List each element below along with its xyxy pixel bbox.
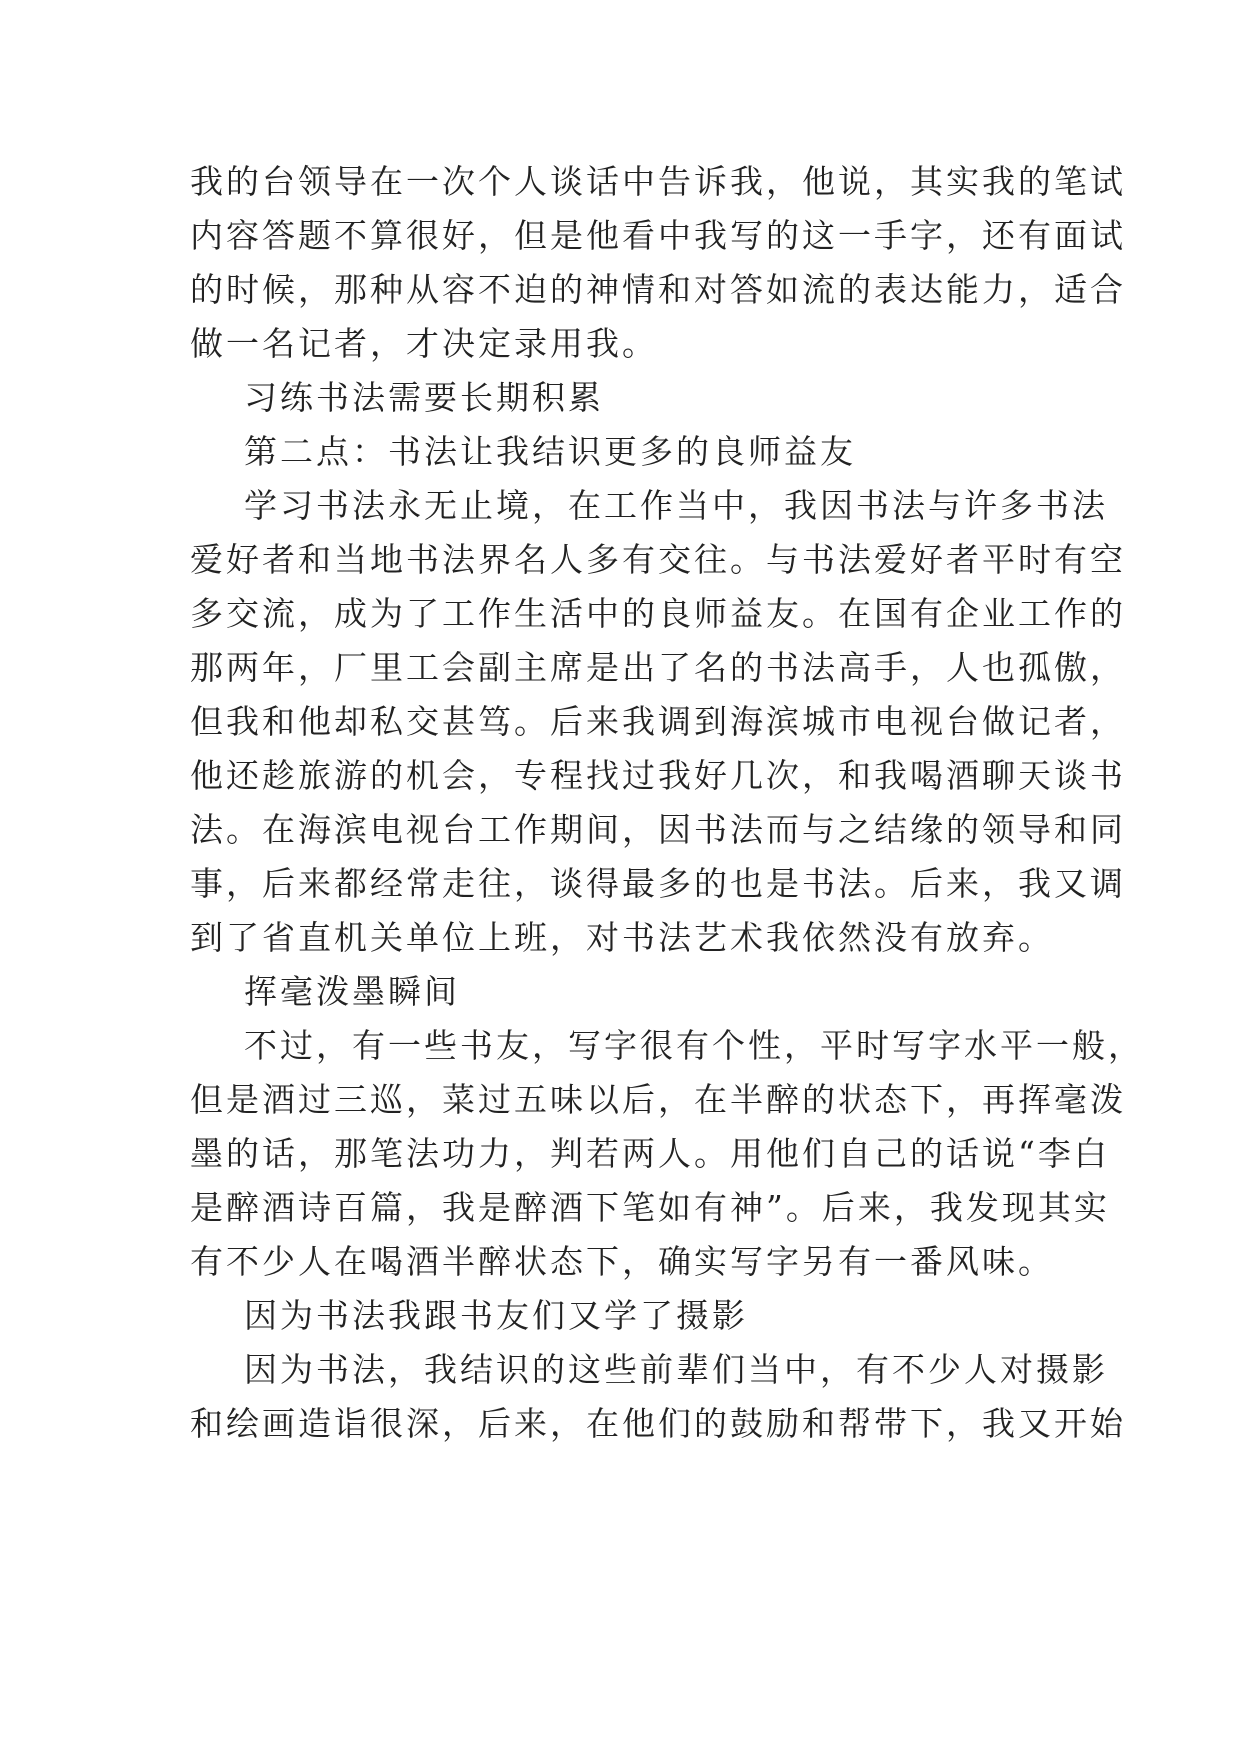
text-line: 事，后来都经常走往，谈得最多的也是书法。后来，我又调 bbox=[190, 864, 1126, 903]
text-line: 做一名记者，才决定录用我。 bbox=[190, 324, 658, 363]
text-line: 爱好者和当地书法界名人多有交往。与书法爱好者平时有空 bbox=[190, 540, 1126, 579]
text-line: 的时候，那种从容不迫的神情和对答如流的表达能力，适合 bbox=[190, 270, 1126, 309]
section-heading: 挥毫泼墨瞬间 bbox=[244, 972, 460, 1011]
text-line: 我的台领导在一次个人谈话中告诉我，他说，其实我的笔试 bbox=[190, 162, 1126, 201]
text-line: 多交流，成为了工作生活中的良师益友。在国有企业工作的 bbox=[190, 594, 1126, 633]
section-heading: 因为书法我跟书友们又学了摄影 bbox=[244, 1296, 748, 1335]
text-line: 到了省直机关单位上班，对书法艺术我依然没有放弃。 bbox=[190, 918, 1054, 957]
text-line: 他还趁旅游的机会，专程找过我好几次，和我喝酒聊天谈书 bbox=[190, 756, 1126, 795]
text-line: 法。在海滨电视台工作期间，因书法而与之结缘的领导和同 bbox=[190, 810, 1126, 849]
text-line: 但是酒过三巡，菜过五味以后，在半醉的状态下，再挥毫泼 bbox=[190, 1080, 1126, 1119]
section-heading: 第二点：书法让我结识更多的良师益友 bbox=[244, 432, 856, 471]
text-line: 和绘画造诣很深，后来，在他们的鼓励和帮带下，我又开始 bbox=[190, 1404, 1126, 1443]
text-line: 学习书法永无止境，在工作当中，我因书法与许多书法 bbox=[244, 486, 1108, 525]
text-line: 那两年，厂里工会副主席是出了名的书法高手，人也孤傲， bbox=[190, 648, 1126, 687]
text-line: 因为书法，我结识的这些前辈们当中，有不少人对摄影 bbox=[244, 1350, 1108, 1389]
text-line: 有不少人在喝酒半醉状态下，确实写字另有一番风味。 bbox=[190, 1242, 1054, 1281]
text-line: 但我和他却私交甚笃。后来我调到海滨城市电视台做记者， bbox=[190, 702, 1126, 741]
text-line: 墨的话，那笔法功力，判若两人。用他们自己的话说“李白 bbox=[190, 1134, 1110, 1173]
section-heading: 习练书法需要长期积累 bbox=[244, 378, 604, 417]
text-line: 内容答题不算很好，但是他看中我写的这一手字，还有面试 bbox=[190, 216, 1126, 255]
text-line: 是醉酒诗百篇，我是醉酒下笔如有神”。后来，我发现其实 bbox=[190, 1188, 1110, 1227]
text-line: 不过，有一些书友，写字很有个性，平时写字水平一般， bbox=[244, 1026, 1144, 1065]
